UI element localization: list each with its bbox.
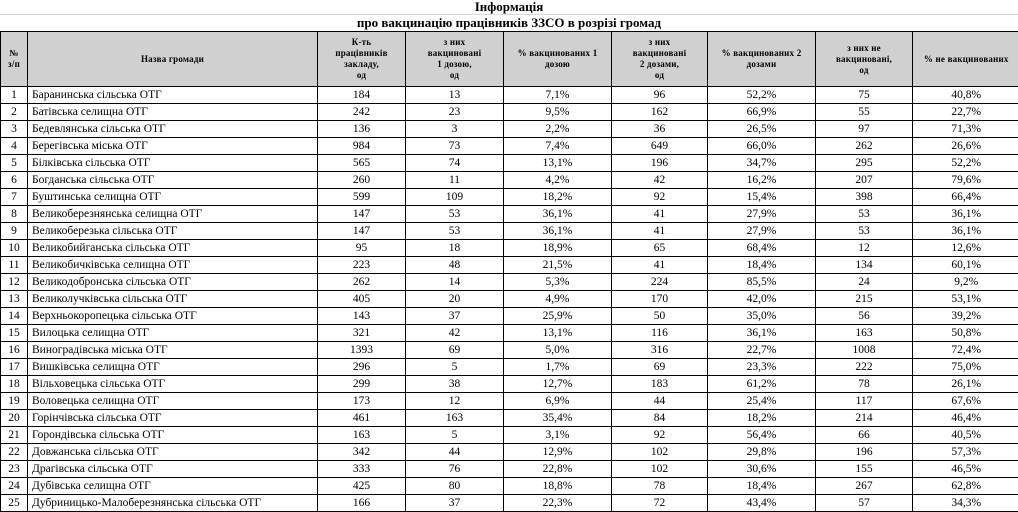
- header-text-line: з них: [649, 37, 671, 47]
- header-not-vaccinated: [816, 32, 913, 87]
- header-text-line: % не вакцинованих: [924, 54, 1009, 64]
- header-text-line: дозою: [545, 59, 570, 69]
- row-number: 6: [1, 172, 28, 189]
- vaccinated-2-doses: 170: [612, 291, 708, 308]
- percent-1-dose: 9,5%: [504, 104, 612, 121]
- table-row: [1, 478, 1018, 495]
- percent-not-vaccinated: 57,3%: [913, 444, 1018, 461]
- vaccinated-2-doses: 84: [612, 410, 708, 427]
- percent-not-vaccinated: 34,3%: [913, 495, 1018, 512]
- vaccinated-1-dose: 20: [406, 291, 504, 308]
- percent-not-vaccinated: 53,1%: [913, 291, 1018, 308]
- percent-not-vaccinated: 26,6%: [913, 138, 1018, 155]
- community-name: Берегівська міська ОТГ: [28, 138, 318, 155]
- not-vaccinated: 53: [816, 223, 913, 240]
- vaccinated-2-doses: 196: [612, 155, 708, 172]
- percent-not-vaccinated: 66,4%: [913, 189, 1018, 206]
- community-name: Виноградівська міська ОТГ: [28, 342, 318, 359]
- header-text-line: №: [9, 48, 18, 58]
- vaccinated-1-dose: 13: [406, 87, 504, 104]
- table-row: [1, 172, 1018, 189]
- header-number: [1, 32, 28, 87]
- table-row: [1, 342, 1018, 359]
- vaccinated-2-doses: 116: [612, 325, 708, 342]
- staff-count: 321: [318, 325, 406, 342]
- staff-count: 260: [318, 172, 406, 189]
- vaccinated-1-dose: 23: [406, 104, 504, 121]
- not-vaccinated: 97: [816, 121, 913, 138]
- row-number: 3: [1, 121, 28, 138]
- header-vaccinated-1-dose: [406, 32, 504, 87]
- vaccinated-1-dose: 53: [406, 206, 504, 223]
- vaccination-table: [0, 31, 1018, 512]
- not-vaccinated: 163: [816, 325, 913, 342]
- vaccinated-1-dose: 14: [406, 274, 504, 291]
- percent-1-dose: 12,7%: [504, 376, 612, 393]
- not-vaccinated: 262: [816, 138, 913, 155]
- staff-count: 296: [318, 359, 406, 376]
- community-name: Буштинська селищна ОТГ: [28, 189, 318, 206]
- vaccinated-2-doses: 72: [612, 495, 708, 512]
- vaccinated-1-dose: 163: [406, 410, 504, 427]
- not-vaccinated: 57: [816, 495, 913, 512]
- community-name: Дубівська селищна ОТГ: [28, 478, 318, 495]
- table-row: [1, 240, 1018, 257]
- percent-not-vaccinated: 50,8%: [913, 325, 1018, 342]
- table-row: [1, 257, 1018, 274]
- vaccinated-2-doses: 102: [612, 461, 708, 478]
- header-text-line: з/п: [8, 59, 20, 69]
- staff-count: 173: [318, 393, 406, 410]
- percent-not-vaccinated: 60,1%: [913, 257, 1018, 274]
- not-vaccinated: 55: [816, 104, 913, 121]
- row-number: 4: [1, 138, 28, 155]
- community-name: Богданська сільська ОТГ: [28, 172, 318, 189]
- header-text-line: дозами: [747, 59, 777, 69]
- vaccinated-1-dose: 73: [406, 138, 504, 155]
- percent-2-doses: 43,4%: [708, 495, 816, 512]
- percent-not-vaccinated: 12,6%: [913, 240, 1018, 257]
- vaccinated-2-doses: 69: [612, 359, 708, 376]
- vaccinated-1-dose: 12: [406, 393, 504, 410]
- header-text-line: од: [450, 70, 459, 80]
- vaccinated-1-dose: 44: [406, 444, 504, 461]
- row-number: 10: [1, 240, 28, 257]
- percent-2-doses: 15,4%: [708, 189, 816, 206]
- staff-count: 95: [318, 240, 406, 257]
- header-text-line: вакциновані: [633, 48, 687, 58]
- percent-2-doses: 25,4%: [708, 393, 816, 410]
- percent-2-doses: 18,4%: [708, 257, 816, 274]
- community-name: Бедевлянська сільська ОТГ: [28, 121, 318, 138]
- community-name: Батівська селищна ОТГ: [28, 104, 318, 121]
- staff-count: 342: [318, 444, 406, 461]
- document-subtitle: про вакцинацію працівників ЗЗСО в розрізі громад: [0, 15, 1018, 31]
- header-text-line: закладу,: [344, 59, 379, 69]
- not-vaccinated: 66: [816, 427, 913, 444]
- table-row: [1, 444, 1018, 461]
- table-row: [1, 155, 1018, 172]
- not-vaccinated: 75: [816, 87, 913, 104]
- percent-1-dose: 25,9%: [504, 308, 612, 325]
- percent-2-doses: 27,9%: [708, 206, 816, 223]
- percent-not-vaccinated: 79,6%: [913, 172, 1018, 189]
- percent-1-dose: 21,5%: [504, 257, 612, 274]
- staff-count: 461: [318, 410, 406, 427]
- header-text-line: од: [859, 65, 868, 75]
- percent-2-doses: 66,0%: [708, 138, 816, 155]
- vaccinated-1-dose: 37: [406, 308, 504, 325]
- vaccinated-2-doses: 41: [612, 206, 708, 223]
- not-vaccinated: 214: [816, 410, 913, 427]
- row-number: 25: [1, 495, 28, 512]
- vaccinated-2-doses: 78: [612, 478, 708, 495]
- percent-1-dose: 36,1%: [504, 223, 612, 240]
- vaccinated-1-dose: 53: [406, 223, 504, 240]
- header-text-line: од: [655, 70, 664, 80]
- vaccinated-2-doses: 41: [612, 223, 708, 240]
- row-number: 16: [1, 342, 28, 359]
- percent-1-dose: 35,4%: [504, 410, 612, 427]
- header-text-line: вакциновані,: [836, 54, 892, 64]
- percent-not-vaccinated: 40,5%: [913, 427, 1018, 444]
- table-row: [1, 138, 1018, 155]
- not-vaccinated: 53: [816, 206, 913, 223]
- table-row: [1, 206, 1018, 223]
- header-text-line: % вакцинованих 1: [518, 48, 598, 58]
- percent-not-vaccinated: 52,2%: [913, 155, 1018, 172]
- percent-1-dose: 4,2%: [504, 172, 612, 189]
- community-name: Білківська сільська ОТГ: [28, 155, 318, 172]
- staff-count: 405: [318, 291, 406, 308]
- percent-2-doses: 30,6%: [708, 461, 816, 478]
- not-vaccinated: 398: [816, 189, 913, 206]
- percent-2-doses: 36,1%: [708, 325, 816, 342]
- staff-count: 425: [318, 478, 406, 495]
- header-percent-not-vaccinated: [913, 32, 1018, 87]
- community-name: Великобийганська сільська ОТГ: [28, 240, 318, 257]
- table-row: [1, 223, 1018, 240]
- community-name: Верхньокоропецька сільська ОТГ: [28, 308, 318, 325]
- header-text-line: од: [357, 70, 366, 80]
- row-number: 18: [1, 376, 28, 393]
- not-vaccinated: 117: [816, 393, 913, 410]
- percent-2-doses: 16,2%: [708, 172, 816, 189]
- table-row: [1, 410, 1018, 427]
- table-row: [1, 121, 1018, 138]
- vaccinated-2-doses: 92: [612, 427, 708, 444]
- row-number: 5: [1, 155, 28, 172]
- community-name: Баранинська сільська ОТГ: [28, 87, 318, 104]
- percent-1-dose: 13,1%: [504, 325, 612, 342]
- row-number: 8: [1, 206, 28, 223]
- header-text-line: К-ть: [352, 37, 372, 47]
- community-name: Воловецька селищна ОТГ: [28, 393, 318, 410]
- not-vaccinated: 215: [816, 291, 913, 308]
- vaccinated-1-dose: 76: [406, 461, 504, 478]
- vaccinated-2-doses: 92: [612, 189, 708, 206]
- percent-not-vaccinated: 9,2%: [913, 274, 1018, 291]
- staff-count: 333: [318, 461, 406, 478]
- vaccinated-2-doses: 102: [612, 444, 708, 461]
- document-title: Інформація: [0, 0, 1018, 14]
- staff-count: 163: [318, 427, 406, 444]
- vaccinated-2-doses: 36: [612, 121, 708, 138]
- percent-not-vaccinated: 67,6%: [913, 393, 1018, 410]
- percent-2-doses: 61,2%: [708, 376, 816, 393]
- vaccinated-1-dose: 3: [406, 121, 504, 138]
- percent-1-dose: 3,1%: [504, 427, 612, 444]
- percent-2-doses: 29,8%: [708, 444, 816, 461]
- vaccinated-1-dose: 5: [406, 427, 504, 444]
- percent-1-dose: 12,9%: [504, 444, 612, 461]
- vaccinated-1-dose: 5: [406, 359, 504, 376]
- table-row: [1, 87, 1018, 104]
- staff-count: 262: [318, 274, 406, 291]
- header-community-name: [28, 32, 318, 87]
- percent-not-vaccinated: 36,1%: [913, 223, 1018, 240]
- staff-count: 184: [318, 87, 406, 104]
- staff-count: 136: [318, 121, 406, 138]
- percent-1-dose: 6,9%: [504, 393, 612, 410]
- table-row: [1, 461, 1018, 478]
- community-name: Драгівська сільська ОТГ: [28, 461, 318, 478]
- row-number: 2: [1, 104, 28, 121]
- percent-2-doses: 18,2%: [708, 410, 816, 427]
- percent-2-doses: 56,4%: [708, 427, 816, 444]
- table-row: [1, 427, 1018, 444]
- percent-1-dose: 5,0%: [504, 342, 612, 359]
- vaccinated-2-doses: 41: [612, 257, 708, 274]
- header-staff-count: [318, 32, 406, 87]
- percent-2-doses: 26,5%: [708, 121, 816, 138]
- header-text-line: вакциновані: [428, 48, 482, 58]
- header-percent-1-dose: [504, 32, 612, 87]
- row-number: 22: [1, 444, 28, 461]
- percent-not-vaccinated: 39,2%: [913, 308, 1018, 325]
- percent-1-dose: 22,8%: [504, 461, 612, 478]
- vaccinated-1-dose: 74: [406, 155, 504, 172]
- not-vaccinated: 24: [816, 274, 913, 291]
- staff-count: 147: [318, 206, 406, 223]
- percent-1-dose: 2,2%: [504, 121, 612, 138]
- table-row: [1, 325, 1018, 342]
- not-vaccinated: 196: [816, 444, 913, 461]
- vaccinated-2-doses: 42: [612, 172, 708, 189]
- community-name: Горондівська сільська ОТГ: [28, 427, 318, 444]
- staff-count: 1393: [318, 342, 406, 359]
- percent-1-dose: 7,4%: [504, 138, 612, 155]
- percent-2-doses: 85,5%: [708, 274, 816, 291]
- vaccinated-2-doses: 649: [612, 138, 708, 155]
- not-vaccinated: 78: [816, 376, 913, 393]
- percent-1-dose: 1,7%: [504, 359, 612, 376]
- vaccinated-1-dose: 80: [406, 478, 504, 495]
- percent-2-doses: 18,4%: [708, 478, 816, 495]
- percent-not-vaccinated: 62,8%: [913, 478, 1018, 495]
- percent-not-vaccinated: 72,4%: [913, 342, 1018, 359]
- percent-1-dose: 36,1%: [504, 206, 612, 223]
- vaccinated-1-dose: 18: [406, 240, 504, 257]
- percent-not-vaccinated: 22,7%: [913, 104, 1018, 121]
- row-number: 19: [1, 393, 28, 410]
- vaccinated-1-dose: 69: [406, 342, 504, 359]
- table-header-row: [1, 32, 1018, 87]
- percent-1-dose: 18,2%: [504, 189, 612, 206]
- percent-2-doses: 42,0%: [708, 291, 816, 308]
- not-vaccinated: 1008: [816, 342, 913, 359]
- row-number: 9: [1, 223, 28, 240]
- percent-2-doses: 22,7%: [708, 342, 816, 359]
- community-name: Горінчівська сільська ОТГ: [28, 410, 318, 427]
- community-name: Довжанська сільська ОТГ: [28, 444, 318, 461]
- community-name: Великоберезька сільська ОТГ: [28, 223, 318, 240]
- percent-not-vaccinated: 36,1%: [913, 206, 1018, 223]
- percent-1-dose: 7,1%: [504, 87, 612, 104]
- row-number: 17: [1, 359, 28, 376]
- row-number: 20: [1, 410, 28, 427]
- not-vaccinated: 56: [816, 308, 913, 325]
- community-name: Вишківська селищна ОТГ: [28, 359, 318, 376]
- not-vaccinated: 134: [816, 257, 913, 274]
- row-number: 15: [1, 325, 28, 342]
- header-vaccinated-2-doses: [612, 32, 708, 87]
- vaccinated-1-dose: 42: [406, 325, 504, 342]
- vaccinated-1-dose: 11: [406, 172, 504, 189]
- vaccinated-1-dose: 109: [406, 189, 504, 206]
- vaccinated-2-doses: 50: [612, 308, 708, 325]
- row-number: 13: [1, 291, 28, 308]
- vaccinated-2-doses: 316: [612, 342, 708, 359]
- community-name: Вилоцька селищна ОТГ: [28, 325, 318, 342]
- vaccinated-1-dose: 37: [406, 495, 504, 512]
- staff-count: 223: [318, 257, 406, 274]
- header-text-line: 2 дозами,: [640, 59, 679, 69]
- table-row: [1, 291, 1018, 308]
- staff-count: 166: [318, 495, 406, 512]
- percent-2-doses: 68,4%: [708, 240, 816, 257]
- row-number: 12: [1, 274, 28, 291]
- vaccinated-1-dose: 48: [406, 257, 504, 274]
- not-vaccinated: 155: [816, 461, 913, 478]
- table-row: [1, 274, 1018, 291]
- percent-not-vaccinated: 40,8%: [913, 87, 1018, 104]
- row-number: 11: [1, 257, 28, 274]
- staff-count: 299: [318, 376, 406, 393]
- percent-2-doses: 34,7%: [708, 155, 816, 172]
- vaccinated-2-doses: 183: [612, 376, 708, 393]
- percent-2-doses: 27,9%: [708, 223, 816, 240]
- community-name: Великобичківська селищна ОТГ: [28, 257, 318, 274]
- header-text-line: працівників: [335, 48, 387, 58]
- percent-not-vaccinated: 75,0%: [913, 359, 1018, 376]
- community-name: Великоберезнянська селищна ОТГ: [28, 206, 318, 223]
- staff-count: 984: [318, 138, 406, 155]
- row-number: 14: [1, 308, 28, 325]
- percent-1-dose: 18,9%: [504, 240, 612, 257]
- row-number: 1: [1, 87, 28, 104]
- header-text-line: % вакцинованих 2: [722, 48, 802, 58]
- not-vaccinated: 222: [816, 359, 913, 376]
- percent-2-doses: 23,3%: [708, 359, 816, 376]
- header-percent-2-doses: [708, 32, 816, 87]
- staff-count: 599: [318, 189, 406, 206]
- percent-1-dose: 22,3%: [504, 495, 612, 512]
- table-body: [1, 87, 1018, 512]
- staff-count: 565: [318, 155, 406, 172]
- staff-count: 242: [318, 104, 406, 121]
- header-text-line: 1 дозою,: [437, 59, 472, 69]
- header-text-line: з них не: [847, 43, 881, 53]
- vaccinated-2-doses: 65: [612, 240, 708, 257]
- not-vaccinated: 207: [816, 172, 913, 189]
- vaccinated-1-dose: 38: [406, 376, 504, 393]
- percent-1-dose: 18,8%: [504, 478, 612, 495]
- vaccinated-2-doses: 44: [612, 393, 708, 410]
- vaccinated-2-doses: 162: [612, 104, 708, 121]
- community-name: Великодобронська сільська ОТГ: [28, 274, 318, 291]
- staff-count: 143: [318, 308, 406, 325]
- community-name: Вільховецька сільська ОТГ: [28, 376, 318, 393]
- row-number: 23: [1, 461, 28, 478]
- not-vaccinated: 267: [816, 478, 913, 495]
- table-row: [1, 308, 1018, 325]
- table-row: [1, 359, 1018, 376]
- row-number: 21: [1, 427, 28, 444]
- percent-2-doses: 35,0%: [708, 308, 816, 325]
- percent-not-vaccinated: 71,3%: [913, 121, 1018, 138]
- community-name: Дубриницько-Малоберезнянська сільська ОТГ: [28, 495, 318, 512]
- table-row: [1, 376, 1018, 393]
- not-vaccinated: 12: [816, 240, 913, 257]
- community-name: Великолучківська сільська ОТГ: [28, 291, 318, 308]
- header-text-line: Назва громади: [141, 54, 204, 64]
- percent-2-doses: 66,9%: [708, 104, 816, 121]
- header-text-line: з них: [444, 37, 466, 47]
- vaccinated-2-doses: 224: [612, 274, 708, 291]
- percent-not-vaccinated: 46,5%: [913, 461, 1018, 478]
- not-vaccinated: 295: [816, 155, 913, 172]
- percent-not-vaccinated: 26,1%: [913, 376, 1018, 393]
- staff-count: 147: [318, 223, 406, 240]
- vaccinated-2-doses: 96: [612, 87, 708, 104]
- table-row: [1, 104, 1018, 121]
- row-number: 24: [1, 478, 28, 495]
- percent-1-dose: 5,3%: [504, 274, 612, 291]
- table-row: [1, 393, 1018, 410]
- percent-2-doses: 52,2%: [708, 87, 816, 104]
- percent-not-vaccinated: 46,4%: [913, 410, 1018, 427]
- table-row: [1, 189, 1018, 206]
- percent-1-dose: 13,1%: [504, 155, 612, 172]
- percent-1-dose: 4,9%: [504, 291, 612, 308]
- row-number: 7: [1, 189, 28, 206]
